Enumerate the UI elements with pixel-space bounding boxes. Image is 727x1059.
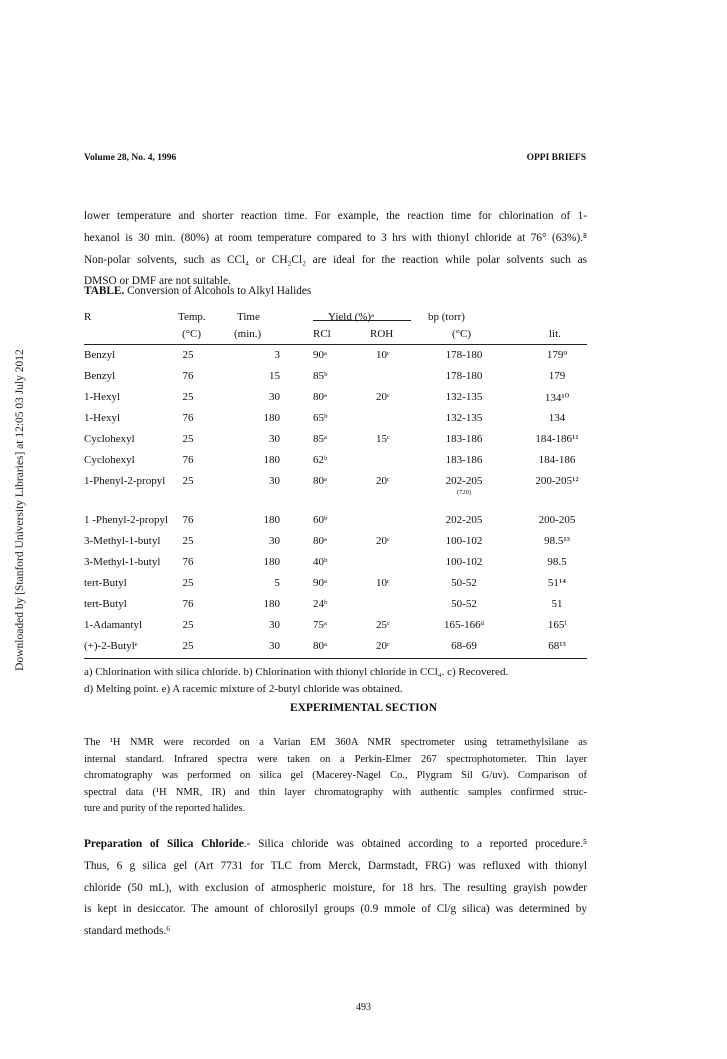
journal-volume: Volume 28, No. 4, 1996 — [84, 153, 177, 163]
cell-bp: 100-102 — [445, 556, 483, 568]
cell-time: 30 — [269, 619, 280, 631]
cell-r: tert-Butyl — [84, 598, 127, 610]
table-row — [84, 433, 587, 449]
cell-lit: 51 — [551, 598, 563, 610]
cell-r: 1-Hexyl — [84, 391, 121, 403]
cell-r: 1-Hexyl — [84, 412, 121, 424]
cell-time: 30 — [269, 475, 280, 487]
cell-lit: 200-205 — [538, 514, 576, 526]
table-row — [84, 391, 587, 407]
cell-lit: 179⁹ — [546, 349, 568, 361]
cell-roh: 10ᶜ — [376, 577, 390, 589]
experimental-paragraph — [84, 735, 587, 818]
cell-temp: 76 — [182, 412, 194, 424]
cell-rcl: 85ᵇ — [313, 370, 328, 382]
footnote-line: d) Melting point. e) A racemic mixture of 2-butyl chloride was obtained. — [84, 683, 403, 695]
cell-rcl: 90ᵃ — [313, 577, 328, 589]
cell-bp: 202-205 — [445, 475, 483, 487]
cell-temp: 25 — [182, 475, 194, 487]
cell-time: 3 — [274, 349, 280, 361]
table-row — [84, 370, 587, 386]
table-row — [84, 412, 587, 428]
cell-time: 180 — [263, 598, 280, 610]
col-header-bp: bp (torr) — [428, 311, 465, 323]
col-header-r: R — [84, 311, 92, 323]
cell-roh: 15ᶜ — [376, 433, 390, 445]
table-row — [84, 640, 587, 656]
experimental-line: chromatography was performed on silica gel (Macerey-Nagel Co., Plygram Sil G/uv). Comparison of — [84, 770, 587, 781]
preparation-line: standard methods.⁶ — [84, 925, 171, 938]
cell-r: Benzyl — [84, 349, 116, 361]
cell-r: (+)-2-Butylᵉ — [84, 640, 138, 652]
cell-rcl: 85ᵃ — [313, 433, 328, 445]
col-header-yield: Yield (%)ᵃ — [328, 311, 375, 323]
cell-bp: 178-180 — [445, 349, 483, 361]
col-header-lit: lit. — [549, 328, 561, 340]
page-number: 493 — [356, 1002, 371, 1013]
cell-bp: 50-52 — [451, 577, 477, 589]
intro-line: hexanol is 30 min. (80%) at room temperature compared to 3 hrs with thionyl chloride at 76° (63%).⁸ — [84, 231, 587, 244]
table-footnotes — [84, 664, 587, 698]
cell-lit: 184-186¹¹ — [535, 433, 579, 445]
cell-time: 5 — [274, 577, 280, 589]
download-watermark — [10, 300, 30, 720]
table-caption-text: Conversion of Alcohols to Alkyl Halides — [124, 285, 312, 297]
cell-bp: 202-205 — [445, 514, 483, 526]
intro-paragraph — [84, 206, 587, 293]
bp-pressure-note: (720) — [456, 489, 472, 496]
table-row — [84, 514, 587, 530]
cell-lit: 165ˡ — [547, 619, 567, 631]
preparation-line: is kept in desiccator. The amount of chlorosilyl groups (0.9 mmole of Cl/g silica) was determined by — [84, 903, 587, 916]
table-row — [84, 556, 587, 572]
col-header-time: Time — [237, 311, 260, 323]
cell-bp: 183-186 — [445, 433, 483, 445]
cell-temp: 76 — [182, 556, 194, 568]
cell-time: 30 — [269, 391, 280, 403]
intro-line: Non-polar solvents, such as CCl₄ or CH₂Cl₂ are ideal for the reaction while polar solvents such as — [84, 253, 587, 266]
cell-rcl: 80ᵃ — [313, 640, 328, 652]
cell-r: 1-Phenyl-2-propyl — [84, 475, 166, 487]
table-bottom-rule — [84, 658, 587, 659]
cell-roh: 20ᶜ — [376, 475, 390, 487]
cell-r: 3-Methyl-1-butyl — [84, 535, 161, 547]
cell-bp: 132-135 — [445, 391, 483, 403]
cell-time: 180 — [263, 454, 280, 466]
cell-rcl: 40ᵇ — [313, 556, 328, 568]
cell-lit: 184-186 — [538, 454, 576, 466]
experimental-line: spectral data (¹H NMR, IR) and thin layer chromatography with authentic samples confirmed struc- — [84, 786, 587, 798]
cell-bp: 178-180 — [445, 370, 483, 382]
preparation-line: Thus, 6 g silica gel (Art 7731 for TLC from Merck, Darmstadt, FRG) was refluxed with thionyl — [84, 859, 587, 872]
experimental-line: The ¹H NMR were recorded on a Varian EM 360A NMR spectrometer using tetramethylsilane as — [84, 737, 587, 748]
download-watermark-text: Downloaded by [Stanford University Libraries] at 12:05 03 July 2012 — [14, 349, 26, 671]
cell-r: 3-Methyl-1-butyl — [84, 556, 161, 568]
col-header-time-unit: (min.) — [234, 328, 262, 340]
intro-line: lower temperature and shorter reaction time. For example, the reaction time for chlorination of 1- — [84, 210, 587, 222]
cell-temp: 25 — [182, 577, 194, 589]
cell-rcl: 60ᵇ — [313, 514, 328, 526]
cell-roh: 25ᶜ — [376, 619, 390, 631]
cell-temp: 76 — [182, 370, 194, 382]
experimental-line: ture and purity of the reported halides. — [84, 803, 246, 814]
cell-bp: 68-69 — [451, 640, 477, 652]
cell-temp: 76 — [182, 598, 194, 610]
cell-lit: 98.5 — [547, 556, 567, 568]
cell-rcl: 65ᵇ — [313, 412, 328, 424]
cell-rcl: 75ᵃ — [313, 619, 328, 631]
cell-temp: 76 — [182, 454, 194, 466]
preparation-title: Preparation of Silica Chloride — [84, 838, 244, 850]
yield-subheader-rule — [313, 320, 411, 321]
cell-time: 180 — [263, 556, 280, 568]
cell-bp: 183-186 — [445, 454, 483, 466]
cell-lit: 134¹⁰ — [544, 392, 570, 404]
cell-time: 180 — [263, 412, 280, 424]
experimental-heading: EXPERIMENTAL SECTION — [289, 702, 438, 714]
cell-r: tert-Butyl — [84, 577, 127, 589]
cell-temp: 25 — [182, 391, 194, 403]
table-row — [84, 598, 587, 614]
cell-r: Benzyl — [84, 370, 116, 382]
col-header-bp-unit: (°C) — [452, 328, 472, 340]
cell-roh: 20ᶜ — [376, 391, 390, 403]
cell-bp: 165-166ᵈ — [443, 619, 485, 631]
preparation-first-rest: .- Silica chloride was obtained according to a reported procedure.⁵ — [243, 838, 587, 850]
intro-line: DMSO or DMF are not suitable. — [84, 275, 231, 288]
table-row — [84, 454, 587, 470]
cell-lit: 51¹⁴ — [547, 577, 567, 589]
cell-time: 30 — [269, 640, 280, 652]
table-top-rule — [84, 344, 587, 345]
experimental-line: internal standard. Infrared spectra were taken on a Perkin-Elmer 267 spectrophotometer. Thin layer — [84, 753, 587, 765]
preparation-paragraph — [84, 834, 587, 943]
cell-lit: 98.5¹³ — [544, 535, 570, 547]
table-caption-label: TABLE. — [84, 285, 125, 297]
table-row — [84, 349, 587, 365]
table-row — [84, 577, 587, 593]
cell-roh: 20ᶜ — [376, 535, 390, 547]
cell-time: 30 — [269, 433, 280, 445]
cell-r: 1-Adamantyl — [84, 619, 143, 631]
table-caption — [84, 285, 311, 297]
cell-bp: 132-135 — [445, 412, 483, 424]
journal-section: OPPI BRIEFS — [526, 153, 586, 163]
cell-lit: 134 — [548, 412, 566, 424]
cell-r: Cyclohexyl — [84, 454, 135, 466]
cell-rcl: 80ᵃ — [313, 475, 328, 487]
cell-time: 15 — [269, 370, 280, 382]
cell-temp: 25 — [182, 433, 194, 445]
col-header-roh: ROH — [370, 328, 394, 340]
cell-roh: 20ᶜ — [376, 640, 390, 652]
cell-bp: 50-52 — [451, 598, 477, 610]
cell-temp: 25 — [182, 619, 194, 631]
cell-temp: 25 — [182, 349, 194, 361]
cell-bp: 100-102 — [445, 535, 483, 547]
footnote-line: a) Chlorination with silica chloride. b) Chlorination with thionyl chloride in CCl₄. c) Recovered. — [84, 666, 509, 678]
cell-lit: 68¹³ — [548, 640, 566, 652]
cell-r: Cyclohexyl — [84, 433, 135, 445]
cell-rcl: 24ᵇ — [313, 598, 328, 610]
preparation-line: chloride (50 mL), with exclusion of atmospheric moisture, for 18 hrs. The resulting grayish powder — [84, 881, 587, 894]
cell-r: 1 -Phenyl-2-propyl — [84, 514, 169, 526]
cell-rcl: 80ᵃ — [313, 391, 328, 403]
cell-rcl: 62ᵇ — [313, 454, 328, 466]
cell-time: 180 — [263, 514, 280, 526]
cell-rcl: 90ᵃ — [313, 349, 328, 361]
cell-temp: 76 — [182, 514, 194, 526]
table-row — [84, 619, 587, 635]
col-header-temp: Temp. — [178, 311, 206, 323]
cell-temp: 25 — [182, 640, 194, 652]
col-header-temp-unit: (°C) — [182, 328, 202, 340]
cell-temp: 25 — [182, 535, 194, 547]
table-row — [84, 535, 587, 551]
cell-rcl: 80ᵃ — [313, 535, 328, 547]
col-header-rcl: RCl — [313, 328, 331, 340]
preparation-first-line — [84, 834, 587, 856]
cell-lit: 200-205¹² — [535, 475, 579, 487]
cell-lit: 179 — [548, 370, 566, 382]
cell-roh: 10ᶜ — [376, 349, 390, 361]
cell-time: 30 — [269, 535, 280, 547]
